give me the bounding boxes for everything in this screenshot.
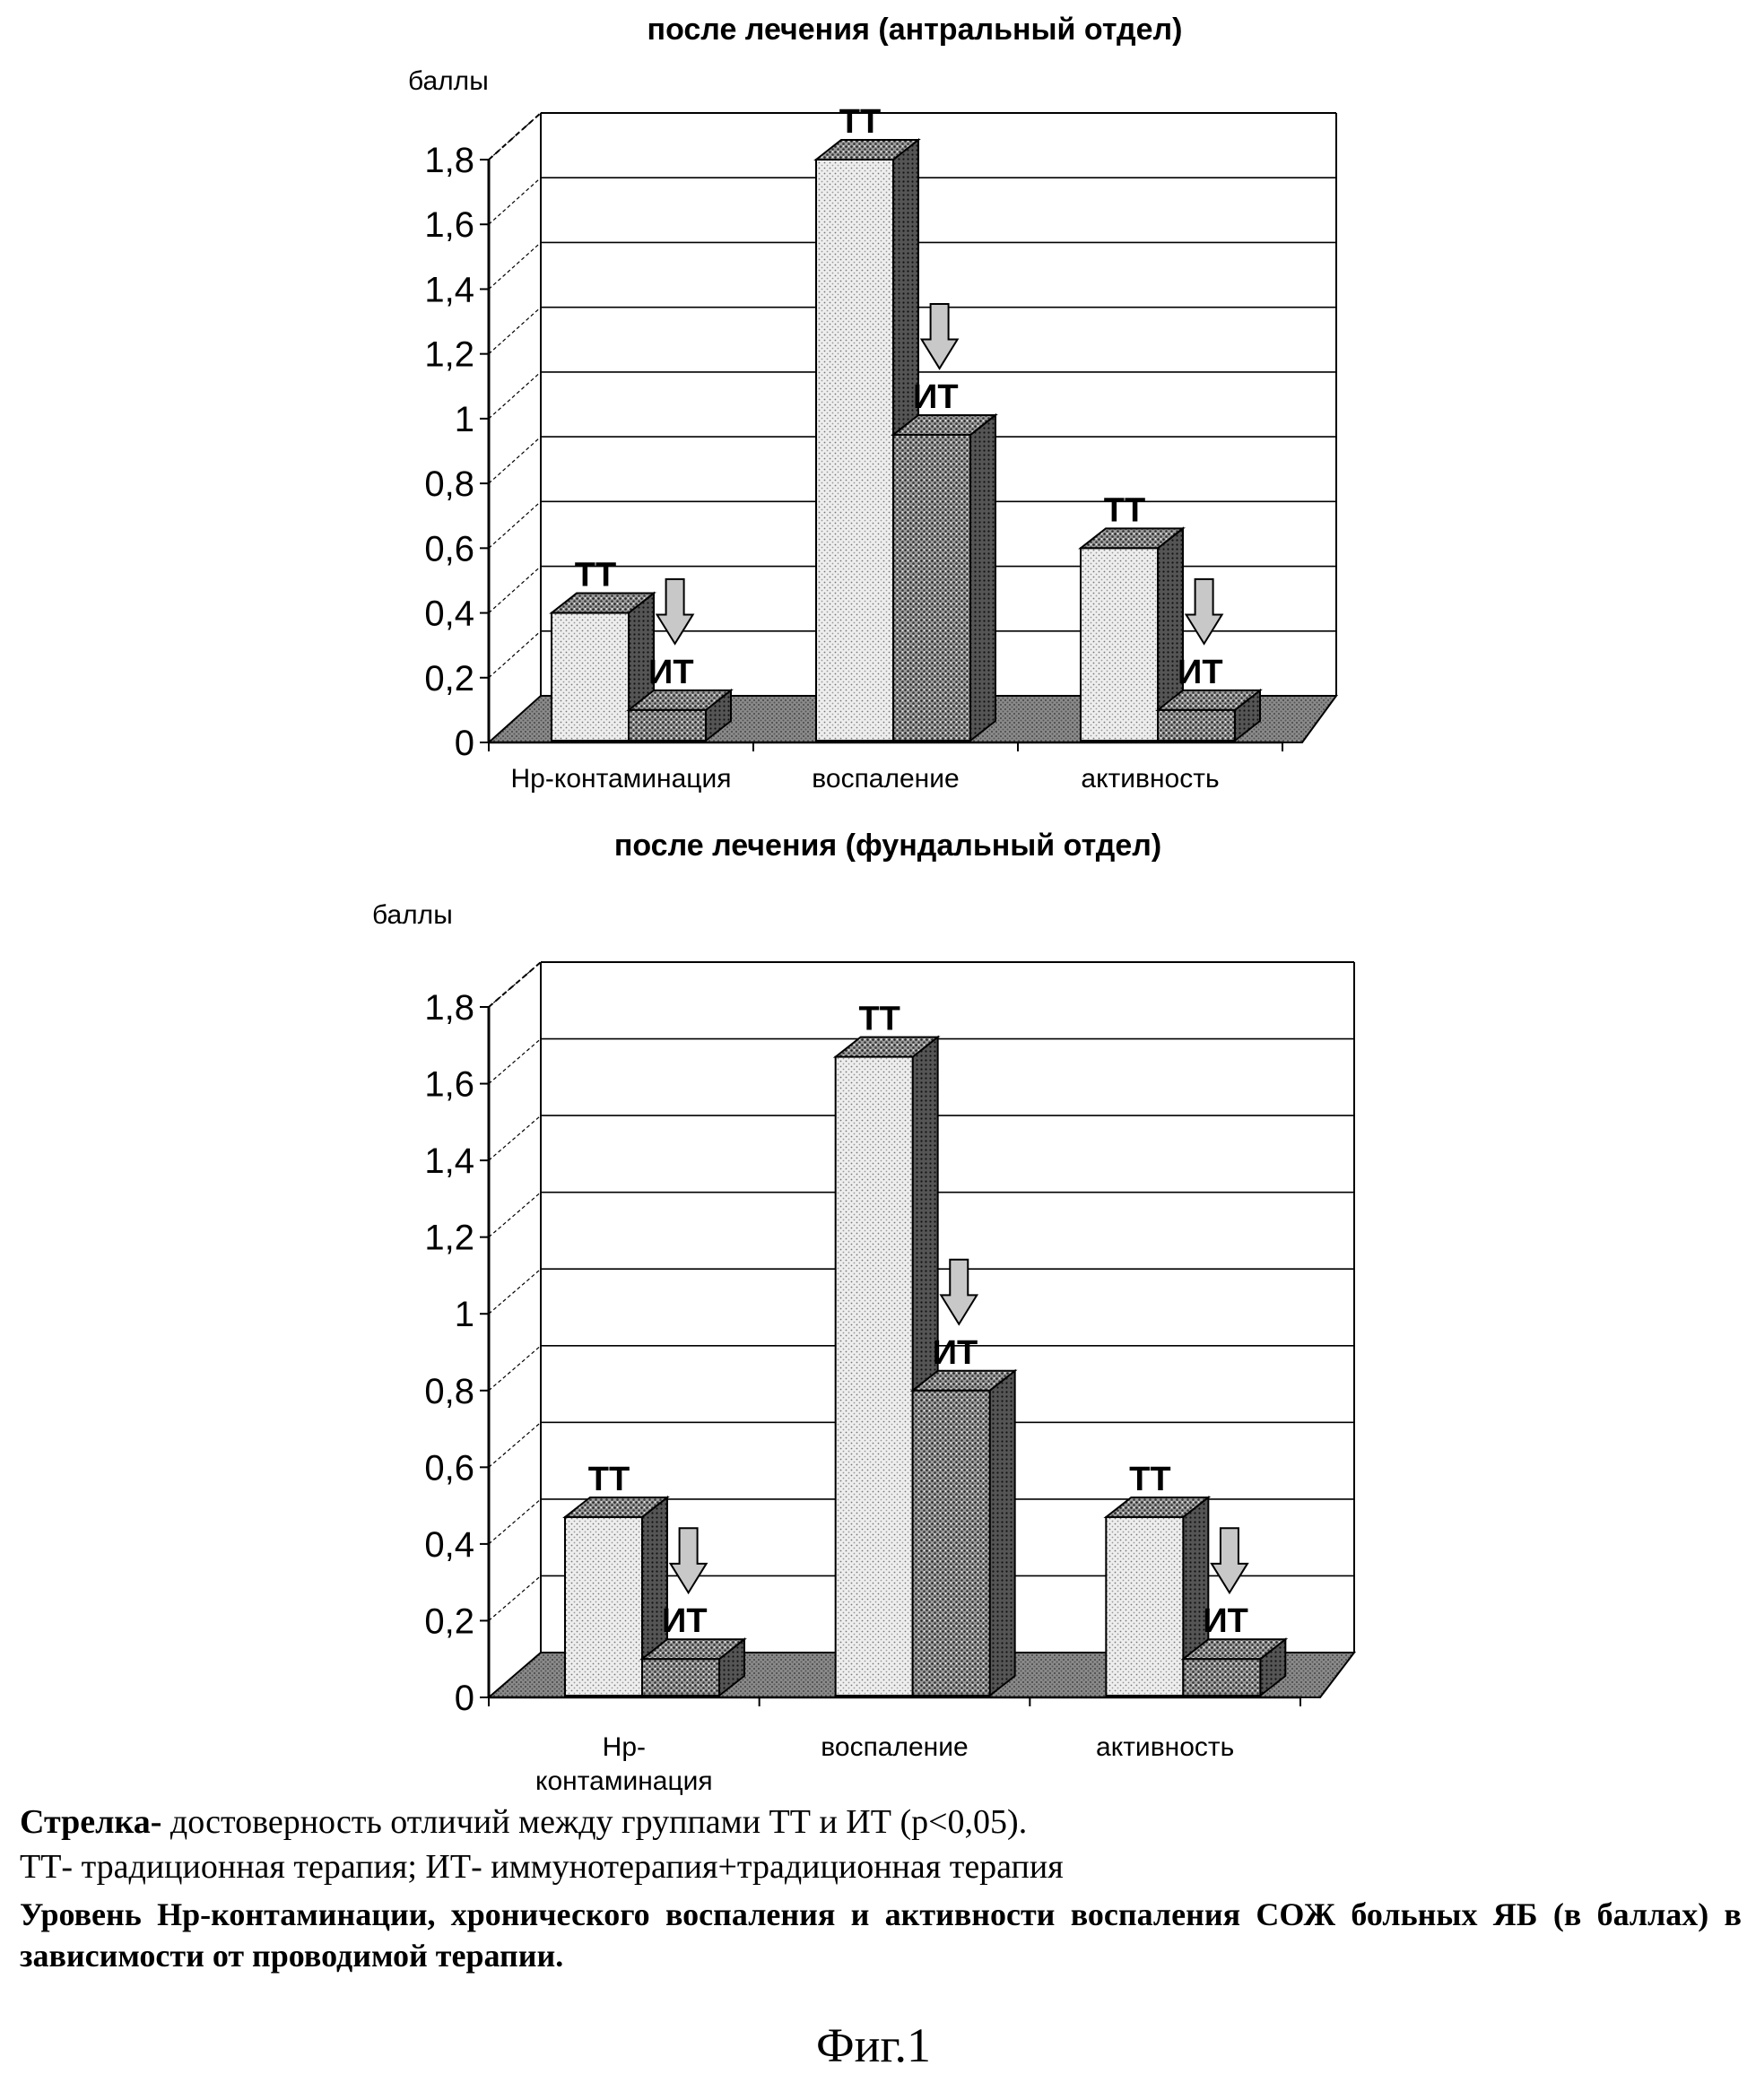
bar-it-1 — [893, 435, 970, 741]
side-gridline-7 — [489, 242, 541, 289]
bar-tt-0 — [565, 1517, 642, 1696]
x-category-label: активность — [1096, 1732, 1234, 1762]
bar-label-it: ИТ — [662, 1602, 708, 1640]
bar-tt-2 — [1106, 1517, 1183, 1696]
y-tick-label: 0,6 — [424, 529, 474, 568]
bar-label-it: ИТ — [1203, 1602, 1248, 1640]
bar-label-it: ИТ — [648, 654, 694, 691]
bar-label-tt: ТТ — [588, 1461, 630, 1498]
side-gridline-2 — [489, 1499, 541, 1544]
chart-fundal — [0, 834, 1747, 1757]
chart-antral — [0, 0, 1747, 834]
bar-label-tt: ТТ — [839, 103, 881, 141]
side-gridline-6 — [489, 308, 541, 354]
significance-arrow-icon — [922, 304, 958, 369]
y-tick-label: 1 — [455, 1295, 474, 1334]
y-axis-label: баллы — [372, 900, 453, 930]
chart-title: после лечения (антральный отдел) — [648, 13, 1183, 47]
y-tick-label: 0,8 — [424, 464, 474, 504]
side-gridline-8 — [489, 1039, 541, 1084]
side-gridline-5 — [489, 1269, 541, 1314]
y-tick-label: 1,4 — [424, 270, 474, 309]
bar-it-2 — [1183, 1659, 1260, 1696]
bar-label-tt: ТТ — [575, 557, 616, 594]
significance-arrow-icon — [657, 579, 693, 644]
y-tick-label: 1,6 — [424, 1065, 474, 1105]
significance-arrow-icon — [671, 1528, 707, 1592]
y-tick-label: 0,2 — [424, 659, 474, 699]
bar-label-tt: ТТ — [1104, 491, 1145, 529]
side-gridline-1 — [489, 1575, 541, 1620]
y-tick-label: 0,4 — [424, 1525, 474, 1565]
caption-legend-line: ТТ- традиционная терапия; ИТ- иммунотерапия+традиционная терапия — [20, 1847, 1064, 1887]
bar-it-0 — [642, 1659, 719, 1696]
y-tick-label: 0 — [455, 724, 474, 763]
caption-arrow-text: достоверность отличий между группами ТТ и ИТ (p<0,05). — [161, 1803, 1027, 1841]
bar-it-0 — [629, 710, 706, 741]
side-gridline-6 — [489, 1193, 541, 1237]
figure-number: Фиг.1 — [0, 2018, 1747, 2073]
y-tick-label: 1 — [455, 400, 474, 439]
bar-it-2 — [1158, 710, 1235, 741]
side-gridline-3 — [489, 501, 541, 548]
significance-arrow-icon — [1186, 579, 1222, 644]
y-tick-label: 0,4 — [424, 594, 474, 634]
bar-tt-0 — [552, 613, 629, 741]
side-gridline-5 — [489, 372, 541, 419]
bar-label-tt: ТТ — [858, 1001, 900, 1038]
y-tick-label: 1,8 — [424, 141, 474, 180]
y-tick-label: 1,2 — [424, 335, 474, 375]
side-gridline-1 — [489, 631, 541, 678]
x-category-label: активность — [1081, 764, 1219, 794]
y-tick-label: 1,6 — [424, 205, 474, 245]
bar-label-it: ИТ — [1178, 654, 1223, 691]
side-gridline-7 — [489, 1115, 541, 1160]
side-gridline-2 — [489, 567, 541, 613]
bar-label-it: ИТ — [933, 1334, 978, 1372]
bar-it-1-side — [990, 1371, 1015, 1696]
y-tick-label: 1,2 — [424, 1219, 474, 1258]
y-tick-label: 1,8 — [424, 988, 474, 1028]
x-category-label: воспаление — [812, 764, 959, 794]
y-tick-label: 0 — [455, 1679, 474, 1718]
x-category-label: воспаление — [821, 1732, 968, 1762]
bar-tt-1 — [836, 1057, 913, 1696]
bar-label-it: ИТ — [913, 378, 959, 416]
bar-tt-2 — [1081, 548, 1158, 741]
side-gridline-4 — [489, 1346, 541, 1391]
caption-arrow-bold: Стрелка- — [20, 1803, 161, 1841]
y-tick-label: 0,6 — [424, 1448, 474, 1488]
y-tick-label: 0,8 — [424, 1372, 474, 1411]
chart-title: после лечения (фундальный отдел) — [614, 829, 1161, 863]
bar-tt-1 — [816, 160, 893, 741]
x-category-label: Нр-контаминация — [511, 764, 732, 794]
y-axis-label: баллы — [408, 66, 489, 96]
bar-label-tt: ТТ — [1129, 1461, 1170, 1498]
side-gridline-8 — [489, 178, 541, 224]
caption-arrow-line — [20, 1802, 1027, 1842]
figure-caption-title: Уровень Нр-контаминации, хронического воспаления и активности воспаления СОЖ больных ЯБ (в баллах) в зависимости от проводимой терапии. — [20, 1894, 1742, 1976]
bar-it-1-side — [970, 415, 995, 741]
side-gridline-4 — [489, 437, 541, 483]
y-tick-label: 0,2 — [424, 1601, 474, 1641]
bar-it-1 — [913, 1391, 990, 1696]
y-tick-label: 1,4 — [424, 1141, 474, 1181]
side-gridline-3 — [489, 1422, 541, 1467]
x-category-label: контаминация — [535, 1766, 713, 1796]
significance-arrow-icon — [1212, 1528, 1247, 1592]
x-category-label: Нр- — [603, 1732, 646, 1762]
